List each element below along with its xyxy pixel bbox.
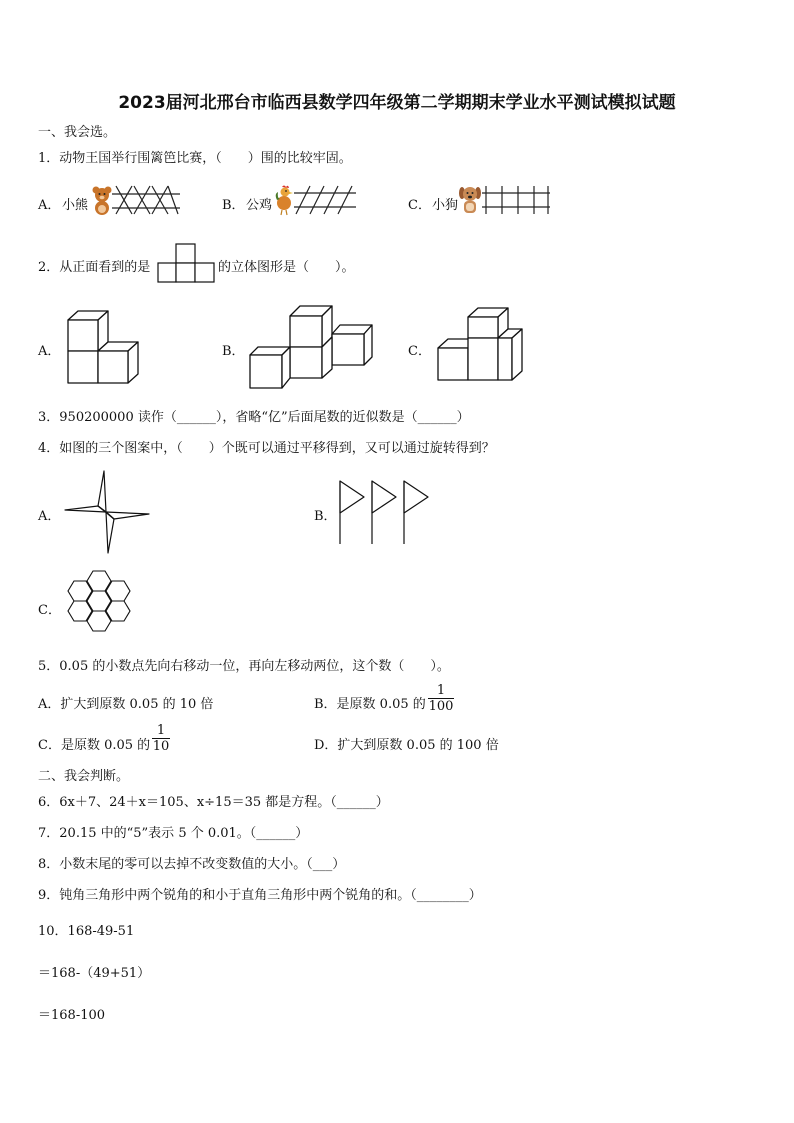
q1-option-c-label: 小狗	[432, 198, 459, 213]
fence-rectangular	[480, 184, 552, 216]
q1-option-c-letter: C．	[408, 198, 431, 213]
fence-triangular	[112, 184, 182, 216]
section-heading-2: 二、我会判断。	[38, 769, 130, 784]
question-8-stem: 8．小数末尾的零可以去掉不改变数值的大小。（___）	[38, 857, 346, 872]
q5-option-c: C．是原数 0.05 的	[38, 738, 151, 753]
fraction-numerator: 1	[436, 683, 446, 698]
question-2-stem-after: 的立体图形是（ ）。	[218, 260, 355, 275]
dog-icon	[458, 184, 482, 216]
question-6-stem: 6．6x＋7、24＋x＝105、x÷15＝35 都是方程。（______）	[38, 795, 389, 810]
question-10-line-2: ＝168-（49+51）	[38, 966, 151, 981]
q5-option-b-fraction	[428, 683, 454, 714]
q4-option-c-letter: C．	[38, 603, 61, 618]
q1-option-b-label: 公鸡	[246, 198, 273, 213]
question-10-line-1: 10．168-49-51	[38, 924, 135, 939]
question-4-stem: 4．如图的三个图案中，（ ）个既可以通过平移得到，又可以通过旋转得到？	[38, 441, 495, 456]
q5-option-c-fraction	[152, 723, 170, 754]
front-view-figure	[157, 243, 215, 283]
question-5-stem: 5．0.05 的小数点先向右移动一位，再向左移动两位，这个数（ ）。	[38, 659, 450, 674]
fraction-denominator: 100	[428, 699, 454, 714]
page-title: 2023届河北邢台市临西县数学四年级第二学期期末学业水平测试模拟试题	[118, 93, 676, 113]
pinwheel-figure	[62, 468, 154, 556]
fence-parallelogram	[292, 184, 358, 216]
q2-option-b-letter: B．	[222, 344, 245, 359]
question-3-stem: 3．950200000 读作（______），省略“亿”后面尾数的近似数是（______）	[38, 410, 470, 425]
q2-option-a-letter: A．	[38, 344, 61, 359]
q2-option-c-letter: C．	[408, 344, 431, 359]
question-1-stem: 1．动物王国举行围篱笆比赛，（ ）围的比较牢固。	[38, 151, 352, 166]
hexagon-pattern-figure	[60, 568, 140, 648]
bear-icon	[90, 184, 114, 216]
fraction-denominator: 10	[152, 739, 170, 754]
q1-option-a-letter: A．	[38, 198, 61, 213]
cube-figure-a	[64, 308, 146, 388]
q5-option-b: B．是原数 0.05 的	[314, 697, 426, 712]
flags-figure	[336, 478, 432, 546]
section-heading-1: 一、我会选。	[38, 125, 117, 140]
cube-figure-b	[246, 303, 378, 391]
q1-option-b-letter: B．	[222, 198, 245, 213]
q5-option-a: A．扩大到原数 0.05 的 10 倍	[38, 697, 214, 712]
cube-figure-c	[436, 305, 526, 385]
q4-option-b-letter: B．	[314, 509, 337, 524]
q1-option-a-label: 小熊	[62, 198, 89, 213]
question-9-stem: 9．钝角三角形中两个锐角的和小于直角三角形中两个锐角的和。（________）	[38, 888, 482, 903]
fraction-numerator: 1	[156, 723, 166, 738]
question-10-line-3: ＝168-100	[38, 1008, 106, 1023]
q4-option-a-letter: A．	[38, 509, 61, 524]
q5-option-d: D．扩大到原数 0.05 的 100 倍	[314, 738, 499, 753]
question-7-stem: 7．20.15 中的“5”表示 5 个 0.01。（______）	[38, 826, 309, 841]
question-2-stem-before: 2．从正面看到的是	[38, 260, 151, 275]
